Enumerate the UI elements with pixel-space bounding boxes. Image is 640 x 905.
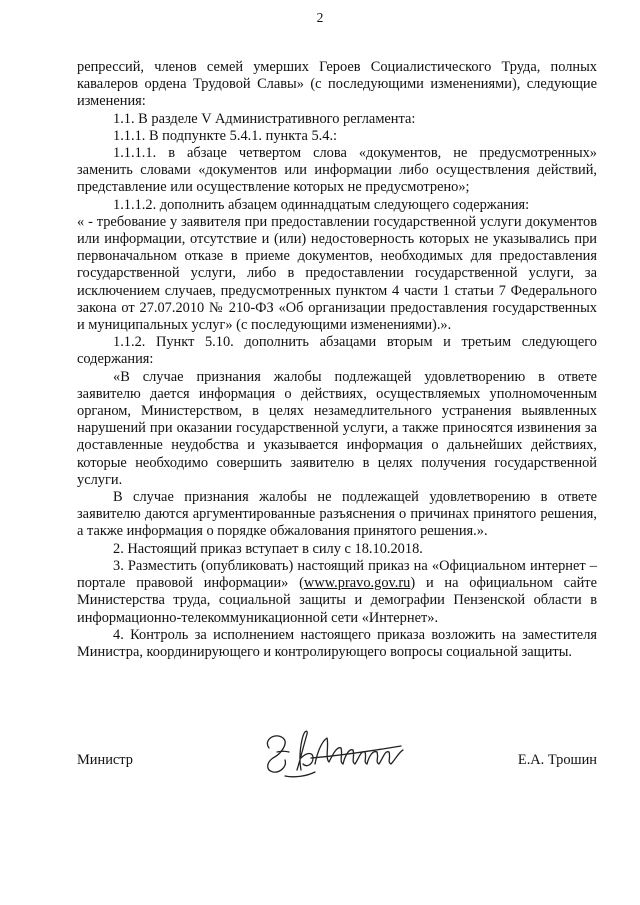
paragraph: репрессий, членов семей умерших Героев Социалистического Труда, полных кавалеров ордена Трудовой Славы» (с последующими изменениями), следующие изменения: [77,59,597,110]
paragraph: «В случае признания жалобы подлежащей удовлетворению в ответе заявителю дается информация о действиях, осуществляемых уполномоченным органом, Министерством, в целях незамедлительного устранения выявленных нарушений при оказании государственной услуги, а также приносятся извинения за доставленные неудобства и указывается информация о дальнейших действиях, которые необходимо совершить заявителю в целях получения государственной услуги. [77,368,597,488]
paragraph: 2. Настоящий приказ вступает в силу с 18.10.2018. [113,540,423,557]
paragraph: 1.1. В разделе V Административного регламента: [113,110,416,127]
document-body [77,59,597,661]
signature-block [77,752,597,776]
control-paragraph: 4. Контроль за исполнением настоящего приказа возложить на заместителя Министра, координирующего и контролирующего вопросы социальной защиты. [77,626,597,660]
page-number: 2 [316,10,324,25]
signatory-name: Е.А. Трошин [517,752,597,768]
paragraph: 1.1.1.2. дополнить абзацем одиннадцатым следующего содержания: [113,196,530,213]
paragraph: 1.1.1. В подпункте 5.4.1. пункта 5.4.: [113,127,338,144]
pravo-gov-link[interactable]: www.pravo.gov.ru [303,575,411,592]
publication-text-after-link: ) и на официальном сайте Министерства труда, социальной защиты и демографии Пензенской области в информационно-телекоммуникационной сети «Интернет». [77,575,597,626]
paragraph: 1.1.1.1. в абзаце четвертом слова «документов, не предусмотренных» заменить словами «документов или информации либо осуществления действий, представление или осуществление которых не предусмотрено»; [77,145,597,196]
paragraph: « - требование у заявителя при предоставлении государственной услуги документов или информации, отсутствие и (или) недостоверность которых не указывались при первоначальном отказе в приеме документов, необходимых для предоставления государственной услуги, либо в предоставлении государственной услуги, за исключением случаев, предусмотренных пунктом 4 части 1 статьи 7 Федерального закона от 27.07.2010 № 210-ФЗ «Об организации предоставления государственных и муниципальных услуг» (с последующими изменениями).». [77,213,597,334]
paragraph: В случае признания жалобы не подлежащей удовлетворению в ответе заявителю даются аргументированные разъяснения о причинах принятого решения, а также информация о порядке обжалования принятого решения.». [77,489,597,540]
publication-paragraph [77,558,597,627]
paragraph: 1.1.2. Пункт 5.10. дополнить абзацами вторым и третьим следующего содержания: [77,334,597,368]
signatory-position: Министр [77,752,133,768]
publication-text-before-link: 3. Разместить (опубликовать) настоящий приказ на «Официальном интернет – портале правовой информации» ( [77,557,597,592]
